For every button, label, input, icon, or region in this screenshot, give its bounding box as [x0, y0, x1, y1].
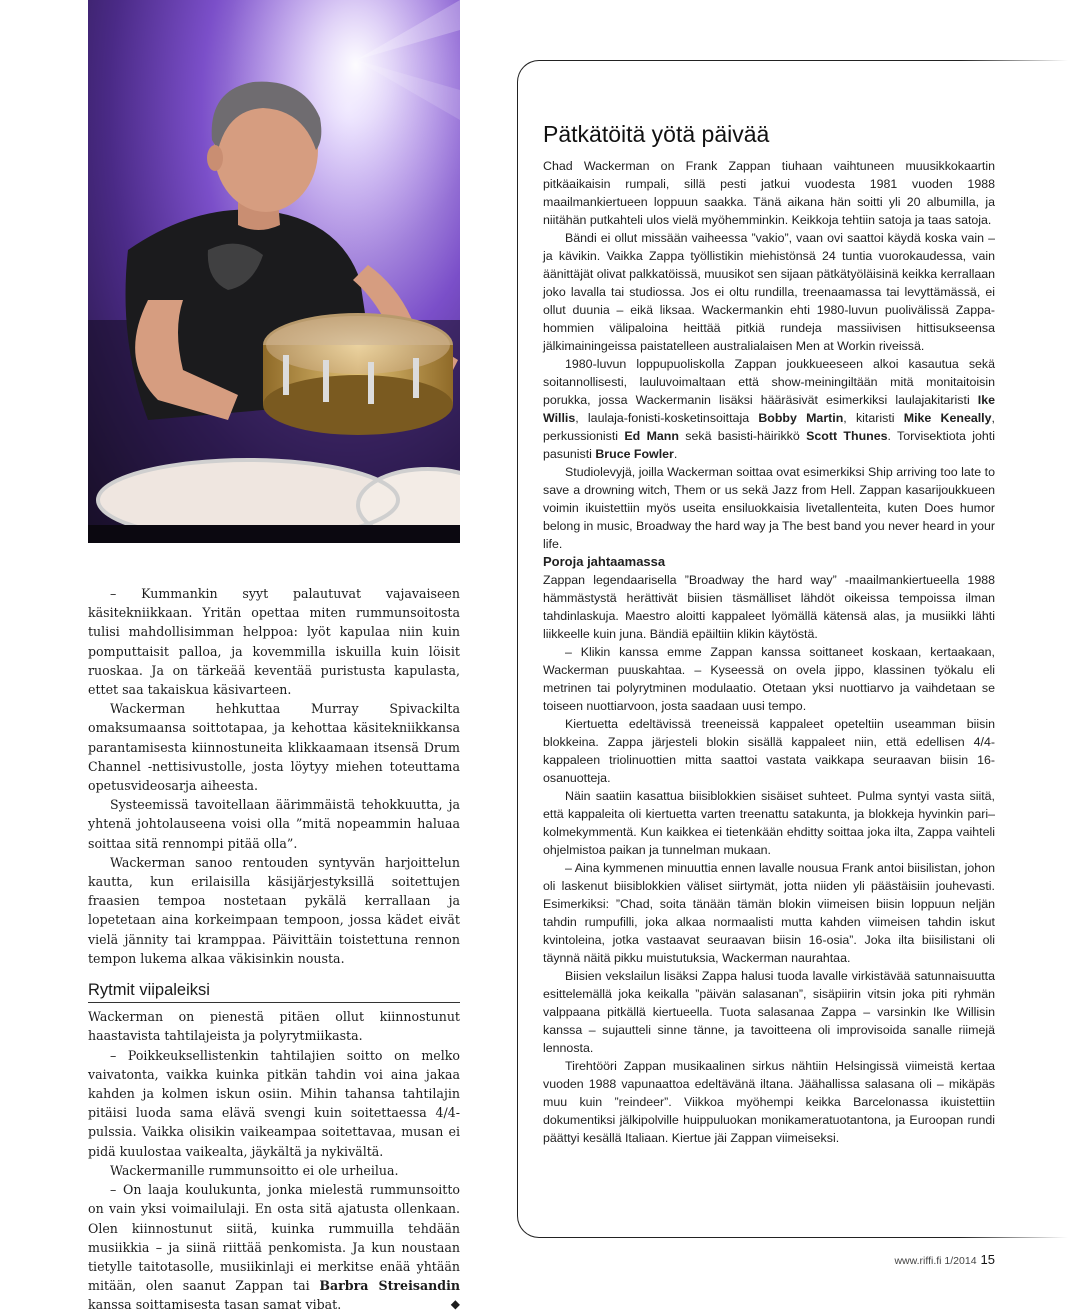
paragraph: Wackerman hehkuttaa Murray Spivackilta omaksumaansa soittotapaa, ja kehottaa käsitekniikkansa parantamisesta kiinnostuneita klikkaamaan itsensä Drum Channel -nettisivustolle, josta löytyy miehen toteuttama opetusvideosarja aiheesta. [88, 701, 460, 794]
name-highlight: Mike Keneally [903, 411, 992, 425]
name-highlight: Barbra Streisandin [319, 1278, 461, 1294]
frame-fade-bottom [960, 1234, 1068, 1238]
footer-site: www.riffi.fi 1/2014 [894, 1255, 977, 1267]
text: , perkussionisti [543, 411, 995, 443]
frame-fade-top [960, 59, 1068, 63]
subheading: Poroja jahtaamassa [543, 554, 666, 569]
sidebar-article [543, 120, 995, 1147]
sidebar-title: Pätkätöitä yötä päivää [543, 121, 770, 147]
drummer-photo [88, 0, 460, 543]
paragraph: Wackerman sanoo rentouden syntyvän harjoittelun kautta, kun erilaisilla käsijärjestyksillä soitettujen fraasien tempoa nostetaan pykälä kerrallaan ja lopetetaan aina korkeimpaan tempoon, jossa kädet eivät vielä jännity tai kramppaa. Päivittäin toistettuna rennon tempon lukema alkaa väkisinkin nousta. [88, 854, 460, 966]
paragraph: Systeemissä tavoitellaan äärimmäistä tehokkuutta, ja yhtenä johtolauseena voisi olla ”mitä nopeammin haluaa soittaa sitä rennompi pitää olla”. [88, 797, 460, 851]
section-heading: Rytmit viipaleiksi [88, 981, 460, 1003]
paragraph: Bändi ei ollut missään vaiheessa ”vakio”, vaan ovi saattoi käydä koska vain – ja kävikin. Vaikka Zappa työllistikin miehistönsä 24 tuntia vuorokaudessa, vain äänittäjät olivat palkkatöissä, muusikot sen sijaan pätkätyöläisinä keikka kerrallaan joko lavalla tai studiossa. Jos ei oltu rundilla, treenaamassa tai levyttämässä, ei ollut duunia – eikä liksaa. Wackermankin ehti 1980-luvun puolivälissä Zappa-hommien välipaloina heittää pitkiä rundeja massiivisen hittisukseensa jälkimainingeissa paistatelleen australialaisen Men at Workin riveissä. [543, 231, 995, 353]
text: sekä basisti-häirikkö [678, 429, 807, 443]
paragraph: Wackermanille rummunsoitto ei ole urheilua. [110, 1162, 399, 1178]
paragraph: Chad Wackerman on Frank Zappan tiuhaan vaihtuneen muusikkokaartin pitkäaikaisin rumpali, sillä pesti jatkui vuodesta 1981 vuoden 1988 maailmankiertueen loppuun saakka. Tänä aikana hän soitti yli 20 albumilla, ja niitähän putkahteli ulos vielä myöhemminkin. Keikkoja tehtiin satoja ja taas satoja. [543, 159, 995, 227]
page-footer [894, 1252, 995, 1267]
paragraph: Biisien vekslailun lisäksi Zappa halusi tuoda lavalle virkistävää satunnaisuutta esittelemällä joka keikalla ”päivän salasanan”, sisäpiirin vitsin joka piti ryhmän valppaana pitkällä kiertueella. Tuota salasanaa Zappa – varsinkin Ike Willisin kanssa – sujautteli sinne tänne, ja tavoitteena oli improvisoida sanalle riimejä lennosta. [543, 969, 995, 1055]
text: . Torvisektiota johti pasunisti [543, 429, 995, 461]
paragraph: Kiertuetta edeltävissä treeneissä kappaleet opeteltiin useamman biisin blokkeina. Zappa järjesteli blokin sisällä kappaleet niin, että edellisen 4/4-kappaleen triolinuottien mitta saattoi vastata vaikkapa seuraavan biisin 16-osanuotteja. [543, 717, 995, 785]
text: – On laaja koulukunta, jonka mielestä rummunsoitto on vain yksi voimailulaji. En osta sitä ajatusta ollenkaan. Olen kiinnostunut siitä, kuinka rummuilla tehdään musiikkia – ja siinä riittää penkomista. Ja kun noustaan tietylle taitotasolle, musiikinlaji ei merkitse enää yhtään mitään, olen saanut Zappan tai [88, 1182, 460, 1294]
paragraph: Studiolevyjä, joilla Wackerman soittaa ovat esimerkiksi Ship arriving too late to save a drowning witch, Them or us sekä Jazz from Hell. Zappan kasarijoukkueen voimin ikuistettiin myös useita ensiluokkaisia livetallenteita, kuten Does humor belong in music, Broadway the hard way ja The best band you never heard in your life. [543, 465, 995, 551]
paragraph-last [88, 1180, 460, 1314]
text: . [673, 447, 678, 461]
end-mark-icon: ◆ [450, 1297, 460, 1312]
paragraph: – Kummankin syyt palautuvat vajavaiseen käsitekniikkaan. Yritän opettaa miten rummunsoitosta tulisi mahdollisimman helppoa: lyöt kapulaa niin kuin pomputtaisit palloa, ja kovemmilla iskuilla kuin löisit ruoskaa. Ja on tärkeää keventää puristusta kapulasta, ettet saa takaiskua käsivarteen. [88, 586, 460, 698]
paragraph: Wackerman on pienestä pitäen ollut kiinnostunut haastavista tahtilajeista ja polyrytmiikasta. [88, 1009, 460, 1044]
name-highlight: Scott Thunes [806, 429, 888, 443]
drummer-illustration [88, 0, 460, 543]
text: 1980-luvun loppupuoliskolla Zappan joukkueeseen alkoi kasautua sekä soitannollisesti, lauluvoimaltaan että show-meiningiltään mitä monitaitoisin porukka, jossa Wackermanin lisäksi hääräsivät esimerkiksi laulajakitaristi [543, 357, 995, 407]
left-article-column [88, 584, 460, 1315]
page-number: 15 [980, 1252, 995, 1267]
paragraph [543, 355, 995, 463]
name-highlight: Ike Willis [543, 393, 995, 425]
paragraph: – Poikkeuksellistenkin tahtilajien soitto on melko vaivatonta, vaikka kuinka pitkän tahdin voi aina jakaa kahden ja kolmen iskun osiin. Mihin tahansa tahtilajin pitäisi luoda sama elävä svengi kuin soitettaessa 4/4-pulssia. Vaikka olisikin vaikeampaa soitettavaa, musan ei pidä kuulostaa vaikealta, jäykältä ja nykivältä. [88, 1047, 460, 1159]
paragraph: Näin saatiin kasattua biisiblokkien sisäiset suhteet. Pulma syntyi vasta siitä, että kappaleita oli kiertuetta varten treenattu satakunta, ja blokkeja hyvinkin pari–kolmekymmentä. Kun kaikkea ei tietenkään ehditty soittaa joka ilta, Zappa vaihteli ohjelmistoa paikan ja tunnelman mukaan. [543, 789, 995, 857]
name-highlight: Ed Mann [624, 429, 679, 443]
paragraph: Tirehtööri Zappan musikaalinen sirkus nähtiin Helsingissä viimeistä kertaa vuoden 1988 vapunaattoa edeltävänä iltana. Jäähallissa salasana oli – mikäpäs muu kuin ”reindeer”. Viikkoa myöhempi keikka Barcelonassa ikuistettiin dokumentiksi jälkipolville huippuluokan monikameratuotantona, ja Euroopan rundi päättyi kesällä Italiaan. Kiertue jäi Zappan viimeiseksi. [543, 1059, 995, 1145]
name-highlight: Bruce Fowler [595, 447, 674, 461]
name-highlight: Bobby Martin [758, 411, 844, 425]
text: , laulaja-fonisti-kosketinsoittaja [575, 411, 759, 425]
text: kanssa soittamisesta tasan samat vibat. [88, 1297, 342, 1313]
paragraph: Zappan legendaarisella ”Broadway the hard way” -maailmankiertueella 1988 hämmästystä herättivät biisien täsmälliset lähdöt oikeissa tempoissa ilman tahdinlaskuja. Maestro aloitti kappaleet lyömällä kätensä alas, ja musiikki lähti liikkeelle kuin juna. Bändiä epäiltiin klikin käytöstä. [543, 573, 995, 641]
paragraph: – Klikin kanssa emme Zappan kanssa soittaneet koskaan, kertaakaan, Wackerman puuskahtaa. – Kyseessä on ovela jippo, klassinen työkalu eli metrinen tai polyrytminen modulaatio. Otetaan yksi nuottiarvo ja vaihdetaan se toiseen nuottiarvoon, josta saadaan uusi tempo. [543, 645, 995, 713]
text: , kitaristi [843, 411, 904, 425]
paragraph: – Aina kymmenen minuuttia ennen lavalle nousua Frank antoi biisilistan, johon oli laskenut biisiblokkien väliset siirtymät, jotta niiden yli päästäisiin jouhevasti. Esimerkiksi: ”Chad, soita tänään tämän blokin viimeisen biisin loppuun neljän tahdin rumpufilli, joka alkaa normaalisti mutta kahden viimeisen tahdin iskut kvintoleina, jotka vastaavat seuraavan biisin 16-osia”. Joka ilta biisilistani oli täynnä näitä pikku muistutuksia, Wackerman naurahtaa. [543, 861, 995, 965]
